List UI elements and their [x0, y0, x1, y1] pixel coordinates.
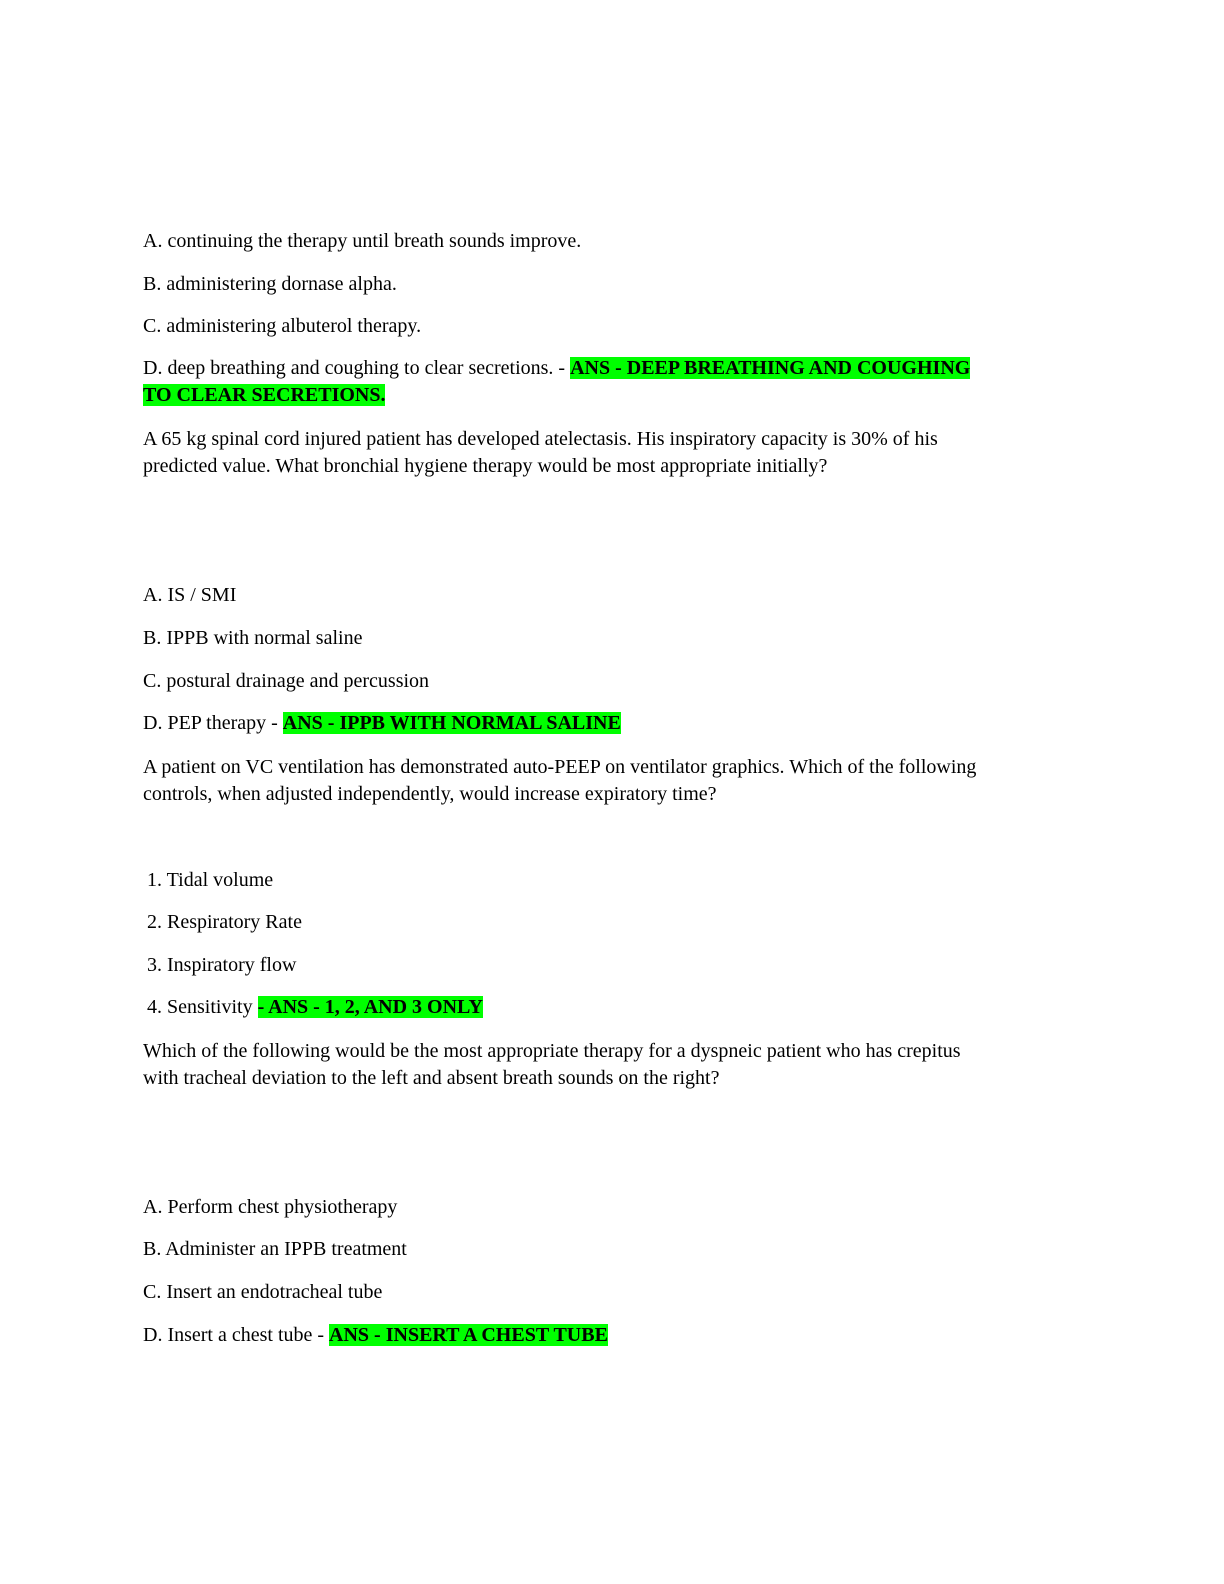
q2-answer-highlight: ANS - IPPB WITH NORMAL SALINE — [282, 712, 621, 734]
q3-answer-highlight: - ANS - 1, 2, AND 3 ONLY — [257, 996, 483, 1018]
q1-answer-highlight-2: TO CLEAR SECRETIONS. — [143, 384, 386, 406]
q3-option-2: 2. Respiratory Rate — [147, 911, 302, 933]
q2-option-a: A. IS / SMI — [143, 584, 237, 606]
q3-question-line-2: controls, when adjusted independently, would increase expiratory time? — [143, 783, 717, 805]
q1-option-d-text: D. deep breathing and coughing to clear secretions. - — [143, 357, 571, 379]
q1-option-d — [143, 355, 1063, 409]
q4-answer-highlight: ANS - INSERT A CHEST TUBE — [329, 1324, 608, 1346]
q1-option-c: C. administering albuterol therapy. — [143, 315, 422, 337]
q3-option-1: 1. Tidal volume — [147, 869, 274, 891]
q2-option-d — [143, 710, 621, 737]
q3-option-4 — [147, 994, 483, 1021]
q3-option-4-text: 4. Sensitivity — [147, 996, 258, 1018]
q1-option-a: A. continuing the therapy until breath sounds improve. — [143, 230, 582, 252]
q4-option-d-text: D. Insert a chest tube - — [143, 1324, 330, 1346]
q4-option-c: C. Insert an endotracheal tube — [143, 1281, 383, 1303]
q1-answer-highlight-1: ANS - DEEP BREATHING AND COUGHING — [570, 357, 971, 379]
q4-question-line-1: Which of the following would be the most appropriate therapy for a dyspneic patient who has crepitus — [143, 1040, 961, 1062]
q2-option-c: C. postural drainage and percussion — [143, 670, 430, 692]
q4-question-line-2: with tracheal deviation to the left and absent breath sounds on the right? — [143, 1067, 720, 1089]
q2-option-d-text: D. PEP therapy - — [143, 712, 283, 734]
q4-option-a: A. Perform chest physiotherapy — [143, 1196, 398, 1218]
q2-question-line-1: A 65 kg spinal cord injured patient has developed atelectasis. His inspiratory capacity is 30% of his — [143, 428, 938, 450]
q4-option-b: B. Administer an IPPB treatment — [143, 1238, 407, 1260]
q2-option-b: B. IPPB with normal saline — [143, 627, 363, 649]
q4-option-d — [143, 1322, 608, 1349]
q2-question-line-2: predicted value. What bronchial hygiene therapy would be most appropriate initially? — [143, 455, 828, 477]
q3-question-line-1: A patient on VC ventilation has demonstrated auto-PEEP on ventilator graphics. Which of the following — [143, 756, 977, 778]
q1-option-b: B. administering dornase alpha. — [143, 273, 397, 295]
q3-option-3: 3. Inspiratory flow — [147, 954, 297, 976]
